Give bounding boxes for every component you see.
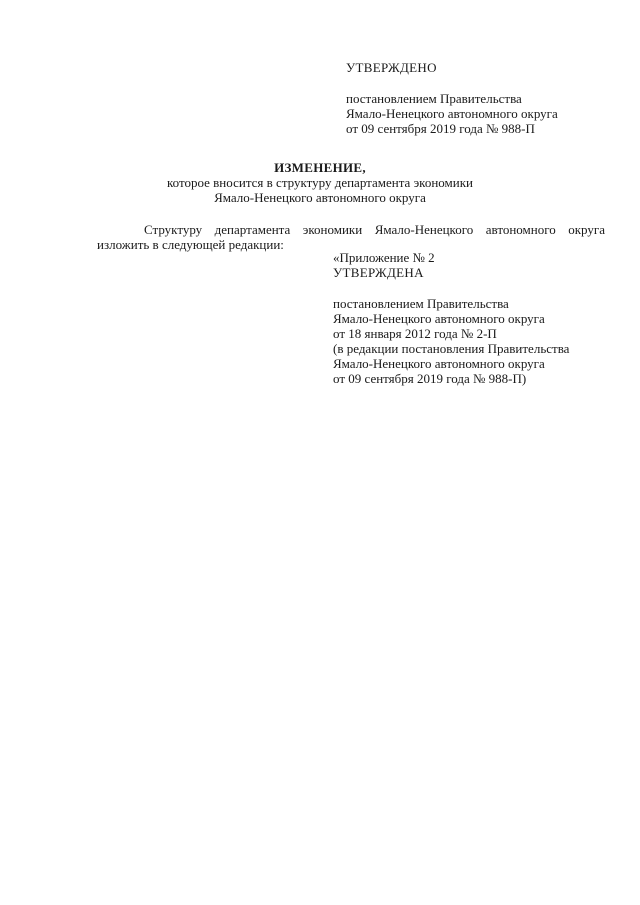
appendix-line: от 18 января 2012 года № 2-П (333, 326, 497, 341)
appendix-line: Ямало-Ненецкого автономного округа (333, 311, 545, 326)
approval-stamp-top (346, 60, 558, 136)
approval-stamp-appendix (333, 250, 569, 386)
document-subtitle-line: Ямало-Ненецкого автономного округа (214, 190, 426, 205)
appendix-approval-heading: УТВЕРЖДЕНА (333, 265, 424, 280)
approval-line: постановлением Правительства (346, 91, 522, 106)
document-title: ИЗМЕНЕНИЕ, (274, 160, 366, 175)
approval-heading: УТВЕРЖДЕНО (346, 60, 437, 75)
appendix-line: (в редакции постановления Правительства (333, 341, 570, 356)
appendix-line: Ямало-Ненецкого автономного округа (333, 356, 545, 371)
appendix-label: «Приложение № 2 (333, 250, 435, 265)
approval-line: от 09 сентября 2019 года № 988-П (346, 121, 535, 136)
approval-line: Ямало-Ненецкого автономного округа (346, 106, 558, 121)
body-paragraph: Структуру департамента экономики Ямало-Ненецкого автономного округа изложить в следующей редакции: (97, 222, 605, 252)
appendix-line: от 09 сентября 2019 года № 988-П) (333, 371, 527, 386)
document-title-block (0, 160, 640, 205)
document-subtitle-line: которое вносится в структуру департамента экономики (167, 175, 473, 190)
document-body (97, 222, 605, 252)
appendix-line: постановлением Правительства (333, 296, 509, 311)
